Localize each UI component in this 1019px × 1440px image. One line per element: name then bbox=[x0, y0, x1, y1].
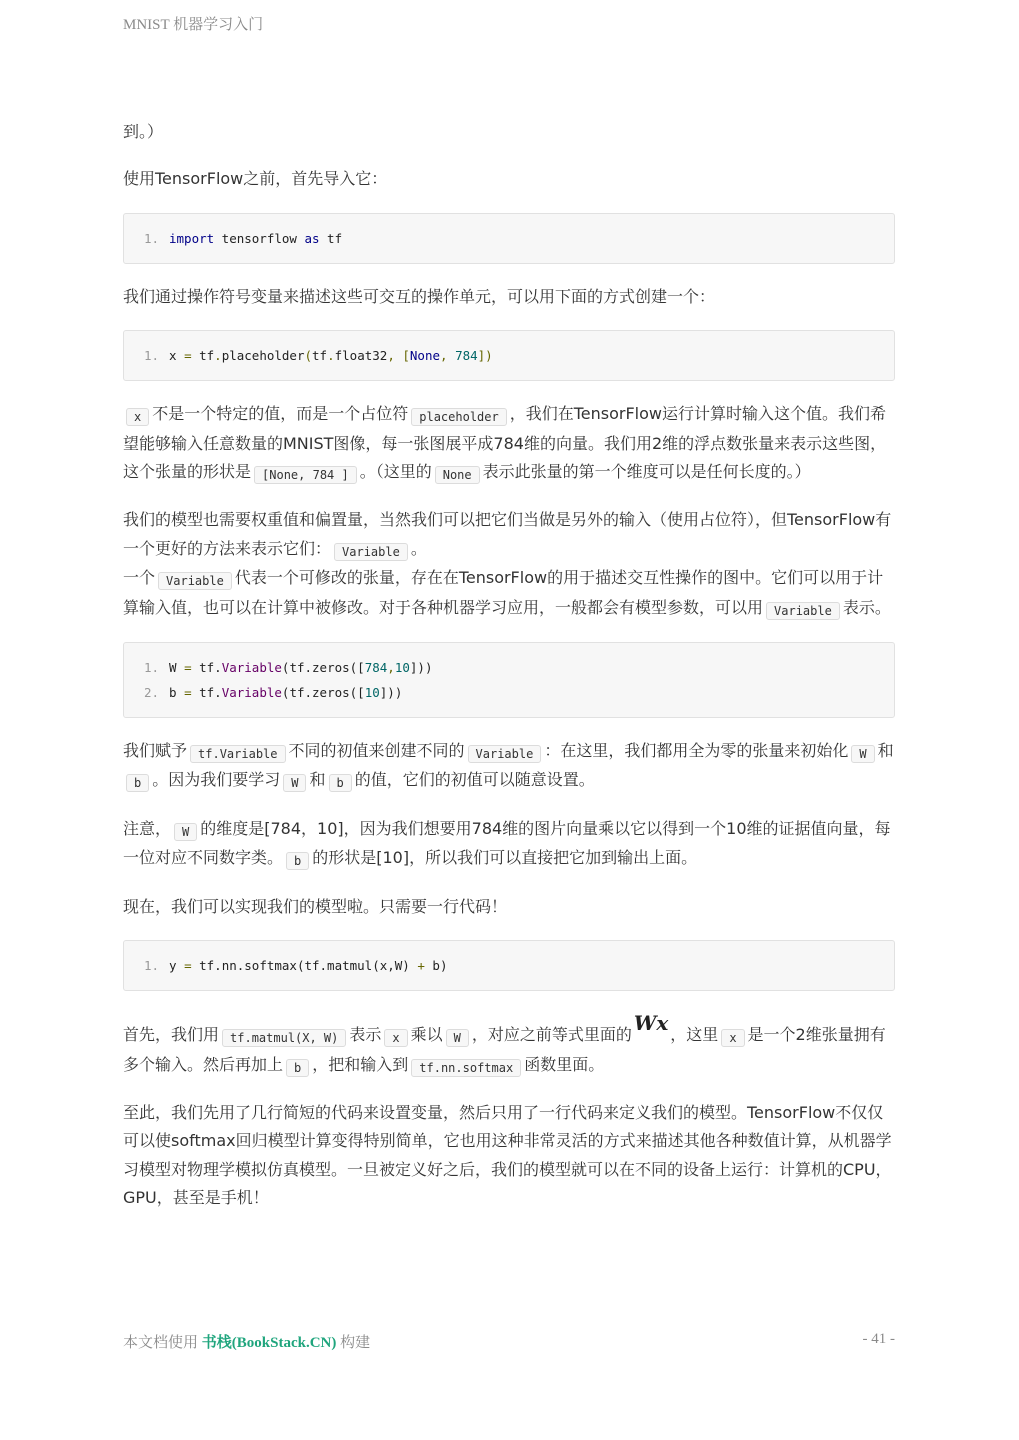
inline-code: tf.Variable bbox=[190, 745, 285, 763]
paragraph-continuation: 到。） bbox=[123, 122, 164, 141]
inline-code: x bbox=[126, 408, 149, 426]
code-block-variables[interactable] bbox=[123, 642, 895, 718]
page-number: - 41 - bbox=[862, 1331, 895, 1347]
inline-code: b bbox=[286, 1059, 309, 1077]
page-footer: 本文档使用 书栈(BookStack.CN) 构建 - 41 - bbox=[123, 1331, 895, 1351]
code-block-placeholder[interactable] bbox=[123, 330, 895, 381]
inline-code: b bbox=[126, 774, 149, 792]
line-number: 1. bbox=[144, 348, 160, 364]
inline-code: Variable bbox=[766, 602, 840, 620]
inline-code: b bbox=[286, 852, 309, 870]
document-body bbox=[123, 118, 895, 1232]
inline-code: W bbox=[283, 774, 306, 792]
paragraph-variable-init: 我们赋予 tf.Variable 不同的初值来创建不同的 Variable ：在这里，我们都用全为零的张量来初始化 W 和b 。因为我们要学习 W 和 b 的值，它们的初值可以随意设置。 bbox=[123, 741, 894, 791]
code-line: 1. x = tf.placeholder(tf.float32, [None, 784]) bbox=[144, 343, 874, 368]
inline-code: W bbox=[174, 823, 197, 841]
page-header: MNIST 机器学习入门 bbox=[123, 17, 264, 33]
code-line: 1. y = tf.nn.softmax(tf.matmul(x,W) + b) bbox=[144, 953, 874, 978]
code-line: 1. W = tf.Variable(tf.zeros([784,10])) bbox=[144, 655, 874, 680]
bookstack-link[interactable]: 书栈(BookStack.CN) bbox=[201, 1335, 337, 1351]
inline-code: [None, 784 ] bbox=[254, 466, 357, 484]
inline-code: b bbox=[329, 774, 352, 792]
line-number: 1. bbox=[144, 230, 160, 246]
inline-code: Variable bbox=[158, 572, 232, 590]
paragraph-import-intro: 使用TensorFlow之前，首先导入它： bbox=[123, 169, 388, 189]
line-number: 1. bbox=[144, 958, 160, 974]
paragraph-x-description: x 不是一个特定的值，而是一个占位符 placeholder ，我们在TensorFlow运行计算时输入这个值。我们希望能够输入任意数量的MNIST图像，每一张图展平成784维的向量。我们用2维的浮点数张量来表示这些图，这个张量的形状是 [None, 784 ] 。（这里的 None 表示此张量的第一个维度可以是任何长度的。） bbox=[123, 404, 887, 483]
inline-code: Variable bbox=[334, 543, 408, 561]
paragraph-model-explanation: 首先，我们用 tf.matmul(X, W) 表示 x 乘以 W ，对应之前等式里面的 Wx ，这里 x 是一个2维张量拥有多个输入。然后再加上 b ，把和输入到 tf.nn.softmax 函数里面。 bbox=[123, 1011, 886, 1075]
inline-code: W bbox=[851, 745, 874, 763]
code-line: 1. import tensorflow as tf bbox=[144, 226, 874, 251]
inline-code: Variable bbox=[468, 745, 542, 763]
paragraph-summary: 至此，我们先用了几行简短的代码来设置变量，然后只用了一行代码来定义我们的模型。TensorFlow不仅仅可以使softmax回归模型计算变得特别简单，它也用这种非常灵活的方式来描述其他各种数值计算，从机器学习模型对物理学模拟仿真模型。一旦被定义好之后，我们的模型就可以在不同的设备上运行：计算机的CPU，GPU，甚至是手机！ bbox=[123, 1102, 892, 1208]
line-number: 1. bbox=[144, 660, 160, 676]
paragraph-model-intro: 现在，我们可以实现我们的模型啦。只需要一行代码！ bbox=[123, 896, 508, 916]
inline-code: x bbox=[384, 1029, 407, 1047]
inline-code: placeholder bbox=[411, 408, 506, 426]
code-block-import[interactable] bbox=[123, 213, 895, 264]
inline-code: tf.nn.softmax bbox=[411, 1059, 521, 1077]
inline-code: tf.matmul(X, W) bbox=[222, 1029, 346, 1047]
paragraph-dimensions-note: 注意， W 的维度是[784，10]，因为我们想要用784维的图片向量乘以它以得到一个10维的证据值向量，每一位对应不同数字类。 b 的形状是[10]，所以我们可以直接把它加到输出上面。 bbox=[123, 818, 891, 869]
math-formula: Wx bbox=[633, 1011, 669, 1036]
code-block-model[interactable] bbox=[123, 940, 895, 991]
inline-code: W bbox=[446, 1029, 469, 1047]
paragraph-placeholder-intro: 我们通过操作符号变量来描述这些可交互的操作单元，可以用下面的方式创建一个： bbox=[123, 286, 716, 306]
paragraph-variable-description: 我们的模型也需要权重值和偏置量，当然我们可以把它们当做是另外的输入（使用占位符），但TensorFlow有一个更好的方法来表示它们： Variable 。 一个 Variable 代表一个可修改的张量，存在在TensorFlow的用于描述交互性操作的图中。它们可以用于计算输入值，也可以在计算中被修改。对于各种机器学习应用，一般都会有模型参数，可以用 Variable 表示。 bbox=[123, 510, 892, 618]
inline-code: None bbox=[435, 466, 480, 484]
inline-code: x bbox=[721, 1029, 744, 1047]
line-number: 2. bbox=[144, 685, 160, 701]
code-line: 2. b = tf.Variable(tf.zeros([10])) bbox=[144, 680, 874, 705]
